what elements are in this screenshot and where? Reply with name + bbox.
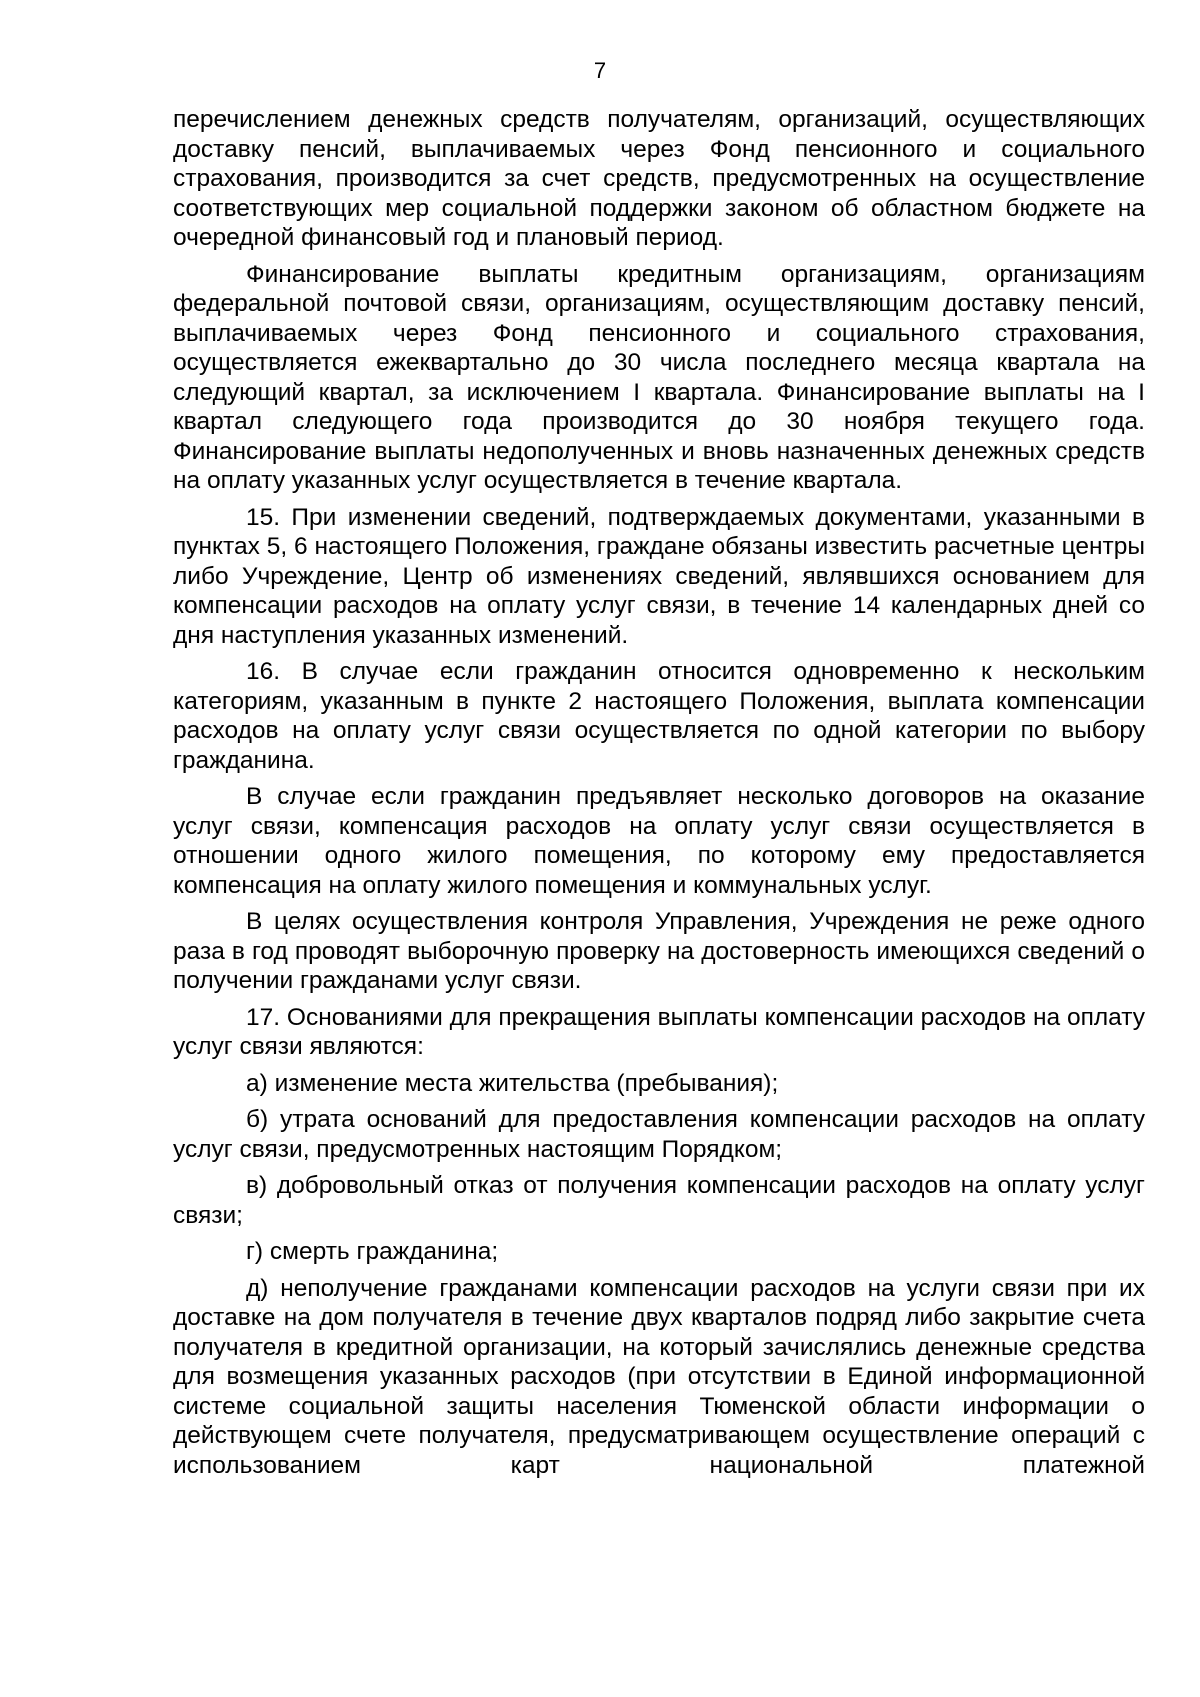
list-item-d: д) неполучение гражданами компенсации расходов на услуги связи при их доставке на дом получателя в течение двух кварталов подряд либо закрытие счета получателя в кредитной организации, на который зачислялись денежные средства для возмещения указанных расходов (при отсутствии в Единой информационной системе социальной защиты населения Тюменской области информации о действующем счете получателя, предусматривающем осуществление операций с использованием карт национальной платежной bbox=[173, 1274, 1145, 1479]
paragraph-financing: Финансирование выплаты кредитным организациям, организациям федеральной почтовой связи, организациям, осуществляющим доставку пенсий, выплачиваемых через Фонд пенсионного и социального страхования, осуществляется ежеквартально до 30 числа последнего месяца квартала на следующий квартал, за исключением I квартала. Финансирование выплаты на I квартал следующего года производится до 30 ноября текущего года. Финансирование выплаты недополученных и вновь назначенных денежных средств на оплату указанных услуг осуществляется в течение квартала. bbox=[173, 260, 1145, 494]
list-item-g: г) смерть гражданина; bbox=[246, 1238, 499, 1265]
paragraph-continuation: перечислением денежных средств получателям, организаций, осуществляющих доставку пенсий, выплачиваемых через Фонд пенсионного и социального страхования, производится за счет средств, предусмотренных на осуществление соответствующих мер социальной поддержки законом об областном бюджете на очередной финансовый год и плановый период. bbox=[173, 106, 1145, 251]
list-item-v: в) добровольный отказ от получения компенсации расходов на оплату услуг связи; bbox=[173, 1172, 1145, 1229]
page-number: 7 bbox=[593, 58, 607, 83]
paragraph-item-17: 17. Основаниями для прекращения выплаты компенсации расходов на оплату услуг связи являются: bbox=[173, 1003, 1145, 1060]
paragraph-item-15: 15. При изменении сведений, подтверждаемых документами, указанными в пунктах 5, 6 настоящего Положения, граждане обязаны известить расчетные центры либо Учреждение, Центр об изменениях сведений, являвшихся основанием для компенсации расходов на оплату услуг связи, в течение 14 календарных дней со дня наступления указанных изменений. bbox=[173, 503, 1145, 649]
paragraph-item-16: 16. В случае если гражданин относится одновременно к нескольким категориям, указанным в пункте 2 настоящего Положения, выплата компенсации расходов на оплату услуг связи осуществляется по одной категории по выбору гражданина. bbox=[173, 658, 1145, 774]
list-item-a: а) изменение места жительства (пребывания); bbox=[246, 1069, 779, 1097]
paragraph-control: В целях осуществления контроля Управления, Учреждения не реже одного раза в год проводят выборочную проверку на достоверность имеющихся сведений о получении гражданами услуг связи. bbox=[173, 908, 1145, 994]
document-body bbox=[173, 105, 1145, 1480]
list-item-b: б) утрата оснований для предоставления компенсации расходов на оплату услуг связи, предусмотренных настоящим Порядком; bbox=[173, 1106, 1145, 1163]
paragraph-multiple-contracts: В случае если гражданин предъявляет несколько договоров на оказание услуг связи, компенсация расходов на оплату услуг связи осуществляется в отношении одного жилого помещения, по которому ему предоставляется компенсация на оплату жилого помещения и коммунальных услуг. bbox=[173, 783, 1145, 899]
